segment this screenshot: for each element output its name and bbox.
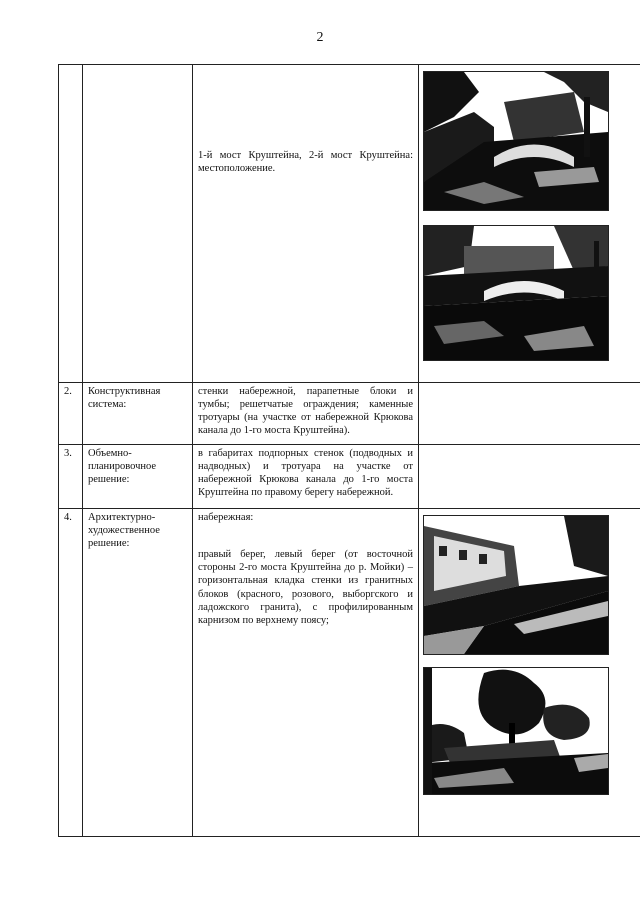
trees-canal-photo (423, 667, 609, 795)
row-name: Конструктивная система: (83, 383, 193, 445)
photo-cell (419, 65, 640, 383)
row-description (193, 65, 419, 383)
bridge-photo-2 (423, 225, 609, 361)
page-number: 2 (316, 30, 324, 45)
row-number: 2. (59, 383, 83, 445)
row-description (193, 383, 419, 445)
table-row (59, 383, 640, 445)
row-name (83, 65, 193, 383)
row-number: 3. (59, 445, 83, 509)
row-description (193, 509, 419, 837)
row-name: Архитектурно-художественное решение: (83, 509, 193, 837)
description-text: стенки набережной, парапетные блоки и тумбы; решетчатые ограждения; каменные тротуары (на участке от набережной Крюкова канала до 1-го моста Круштейна). (198, 386, 413, 437)
table-row (59, 445, 640, 509)
photo-cell (419, 509, 640, 837)
empty-cell (419, 383, 640, 445)
description-text: в габаритах подпорных стенок (подводных и надводных) и тротуара на участке от набережной Крюкова канала до 1-го моста Круштейна по правому берегу набережной. (198, 448, 413, 499)
document-table (58, 64, 640, 837)
description-text: правый берег, левый берег (от восточной стороны 2-го моста Круштейна до р. Мойки) – горизонтальная кладка стенки из гранитных блоков (красного, розового, выборгского и ладожского гранита), с профилированным карнизом по верхнему поясу; (198, 549, 413, 626)
row-description (193, 445, 419, 509)
table-row (59, 509, 640, 837)
description-heading: набережная: (198, 512, 254, 523)
bridge-photo-1 (423, 71, 609, 211)
row-number (59, 65, 83, 383)
row-number: 4. (59, 509, 83, 837)
row-name: Объемно-планировочное решение: (83, 445, 193, 509)
empty-cell (419, 445, 640, 509)
description-text: 1-й мост Круштейна, 2-й мост Круштейна: местоположение. (198, 150, 413, 175)
table-row (59, 65, 640, 383)
embankment-photo (423, 515, 609, 655)
